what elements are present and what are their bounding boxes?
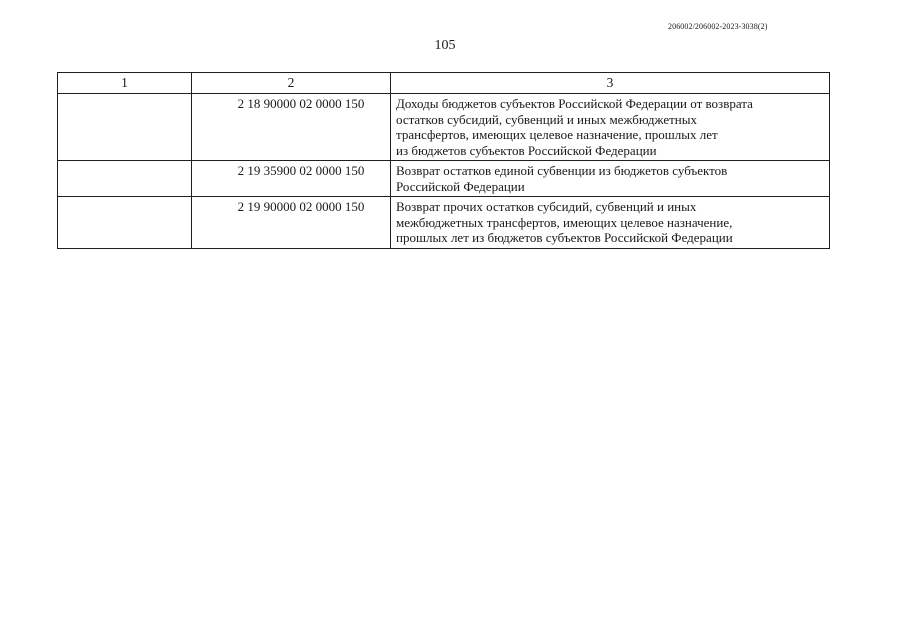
income-name-cell	[391, 161, 830, 197]
row-number-cell	[58, 94, 192, 161]
income-name-line: Доходы бюджетов субъектов Российской Федерации от возврата	[396, 96, 753, 111]
column-header-1: 1	[58, 73, 192, 94]
budget-code-cell: 2 18 90000 02 0000 150	[192, 94, 391, 161]
income-name-line: трансфертов, имеющих целевое назначение, прошлых лет	[396, 127, 718, 142]
income-name-line: межбюджетных трансфертов, имеющих целевое назначение,	[396, 214, 733, 230]
column-header-2: 2	[192, 73, 391, 94]
income-name-line: из бюджетов субъектов Российской Федерации	[396, 142, 657, 158]
budget-code-cell: 2 19 90000 02 0000 150	[192, 197, 391, 249]
row-number-cell	[58, 197, 192, 249]
budget-code-cell: 2 19 35900 02 0000 150	[192, 161, 391, 197]
income-name-line: Возврат прочих остатков субсидий, субвенций и иных	[396, 199, 697, 214]
document-id: 206002/206002-2023-3038(2)	[668, 22, 768, 31]
income-name-line: Российской Федерации	[396, 178, 525, 194]
table-row	[58, 94, 830, 161]
income-name-line: прошлых лет из бюджетов субъектов Российской Федерации	[396, 230, 733, 245]
income-name-line: остатков субсидий, субвенций и иных межбюджетных	[396, 111, 697, 127]
page-number: 105	[434, 38, 456, 53]
row-number-cell	[58, 161, 192, 197]
table-row	[58, 197, 830, 249]
column-header-3: 3	[391, 73, 830, 94]
income-name-line: Возврат остатков единой субвенции из бюджетов субъектов	[396, 163, 728, 178]
income-name-cell	[391, 197, 830, 249]
table-header-row	[58, 73, 830, 94]
budget-classification-table	[57, 72, 830, 249]
table-row	[58, 161, 830, 197]
income-name-cell	[391, 94, 830, 161]
